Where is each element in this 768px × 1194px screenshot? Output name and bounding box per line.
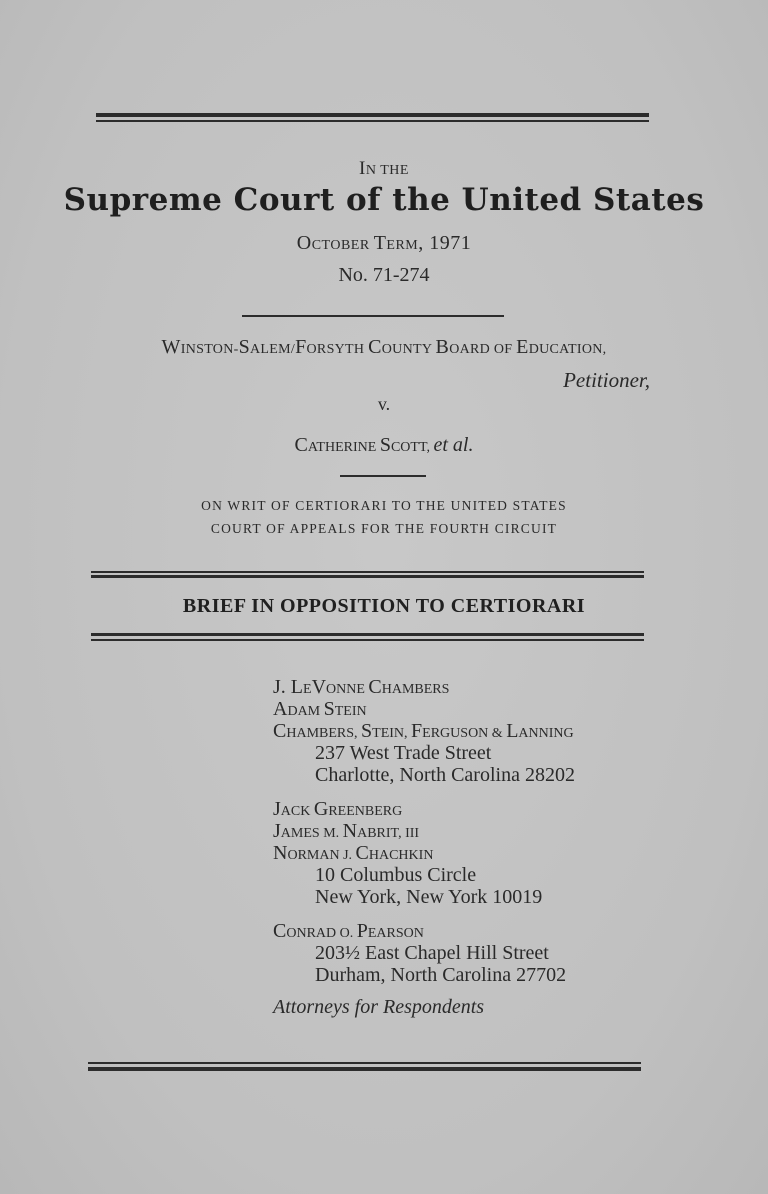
title-top-rule-thick bbox=[91, 575, 644, 578]
docket-number: No. 71-274 bbox=[338, 264, 430, 286]
counsel-name: NORMAN J. CHACHKIN bbox=[273, 842, 434, 864]
street-address: 237 West Trade Street bbox=[315, 742, 492, 764]
bottom-rule-thin bbox=[88, 1062, 641, 1064]
city-address: New York, New York 10019 bbox=[315, 886, 543, 908]
top-rule-thin bbox=[96, 120, 649, 122]
versus: v. bbox=[377, 394, 391, 414]
title-top-rule-thin bbox=[91, 571, 644, 573]
respondent-name: CATHERINE SCOTT, et al. bbox=[294, 434, 474, 456]
counsel-name: J. LEVONNE CHAMBERS bbox=[273, 676, 450, 698]
petitioner-name: WINSTON-SALEM/FORSYTH COUNTY BOARD OF EDUCATION, bbox=[161, 336, 607, 358]
street-address: 10 Columbus Circle bbox=[315, 864, 477, 886]
brief-title: BRIEF IN OPPOSITION TO CERTIORARI bbox=[182, 595, 586, 617]
counsel-name: JACK GREENBERG bbox=[273, 798, 403, 820]
counsel-name: ADAM STEIN bbox=[273, 698, 367, 720]
writ-line-1: ON WRIT OF CERTIORARI TO THE UNITED STATES bbox=[201, 498, 567, 513]
city-address: Charlotte, North Carolina 28202 bbox=[315, 764, 575, 786]
in-the-heading: IN THE bbox=[359, 158, 409, 179]
short-divider-rule bbox=[340, 475, 426, 477]
title-bottom-rule-thin bbox=[91, 639, 644, 641]
term-line: OCTOBER TERM, 1971 bbox=[296, 232, 472, 254]
counsel-name: CONRAD O. PEARSON bbox=[273, 920, 424, 942]
counsel-name: JAMES M. NABRIT, III bbox=[273, 820, 420, 842]
petitioner-role: Petitioner, bbox=[563, 368, 650, 392]
court-title: Supreme Court of the United States bbox=[63, 182, 705, 218]
writ-description bbox=[0, 494, 768, 540]
divider-rule bbox=[242, 315, 504, 317]
title-bottom-rule-thick bbox=[91, 633, 644, 636]
law-firm-name: CHAMBERS, STEIN, FERGUSON & LANNING bbox=[273, 720, 574, 742]
writ-line-2: COURT OF APPEALS FOR THE FOURTH CIRCUIT bbox=[210, 521, 558, 536]
city-address: Durham, North Carolina 27702 bbox=[315, 964, 567, 986]
counsel-role: Attorneys for Respondents bbox=[273, 996, 485, 1018]
bottom-rule-thick bbox=[88, 1067, 641, 1071]
top-rule-thick bbox=[96, 113, 649, 117]
counsel-block bbox=[273, 676, 575, 1018]
street-address: 203½ East Chapel Hill Street bbox=[315, 942, 549, 964]
